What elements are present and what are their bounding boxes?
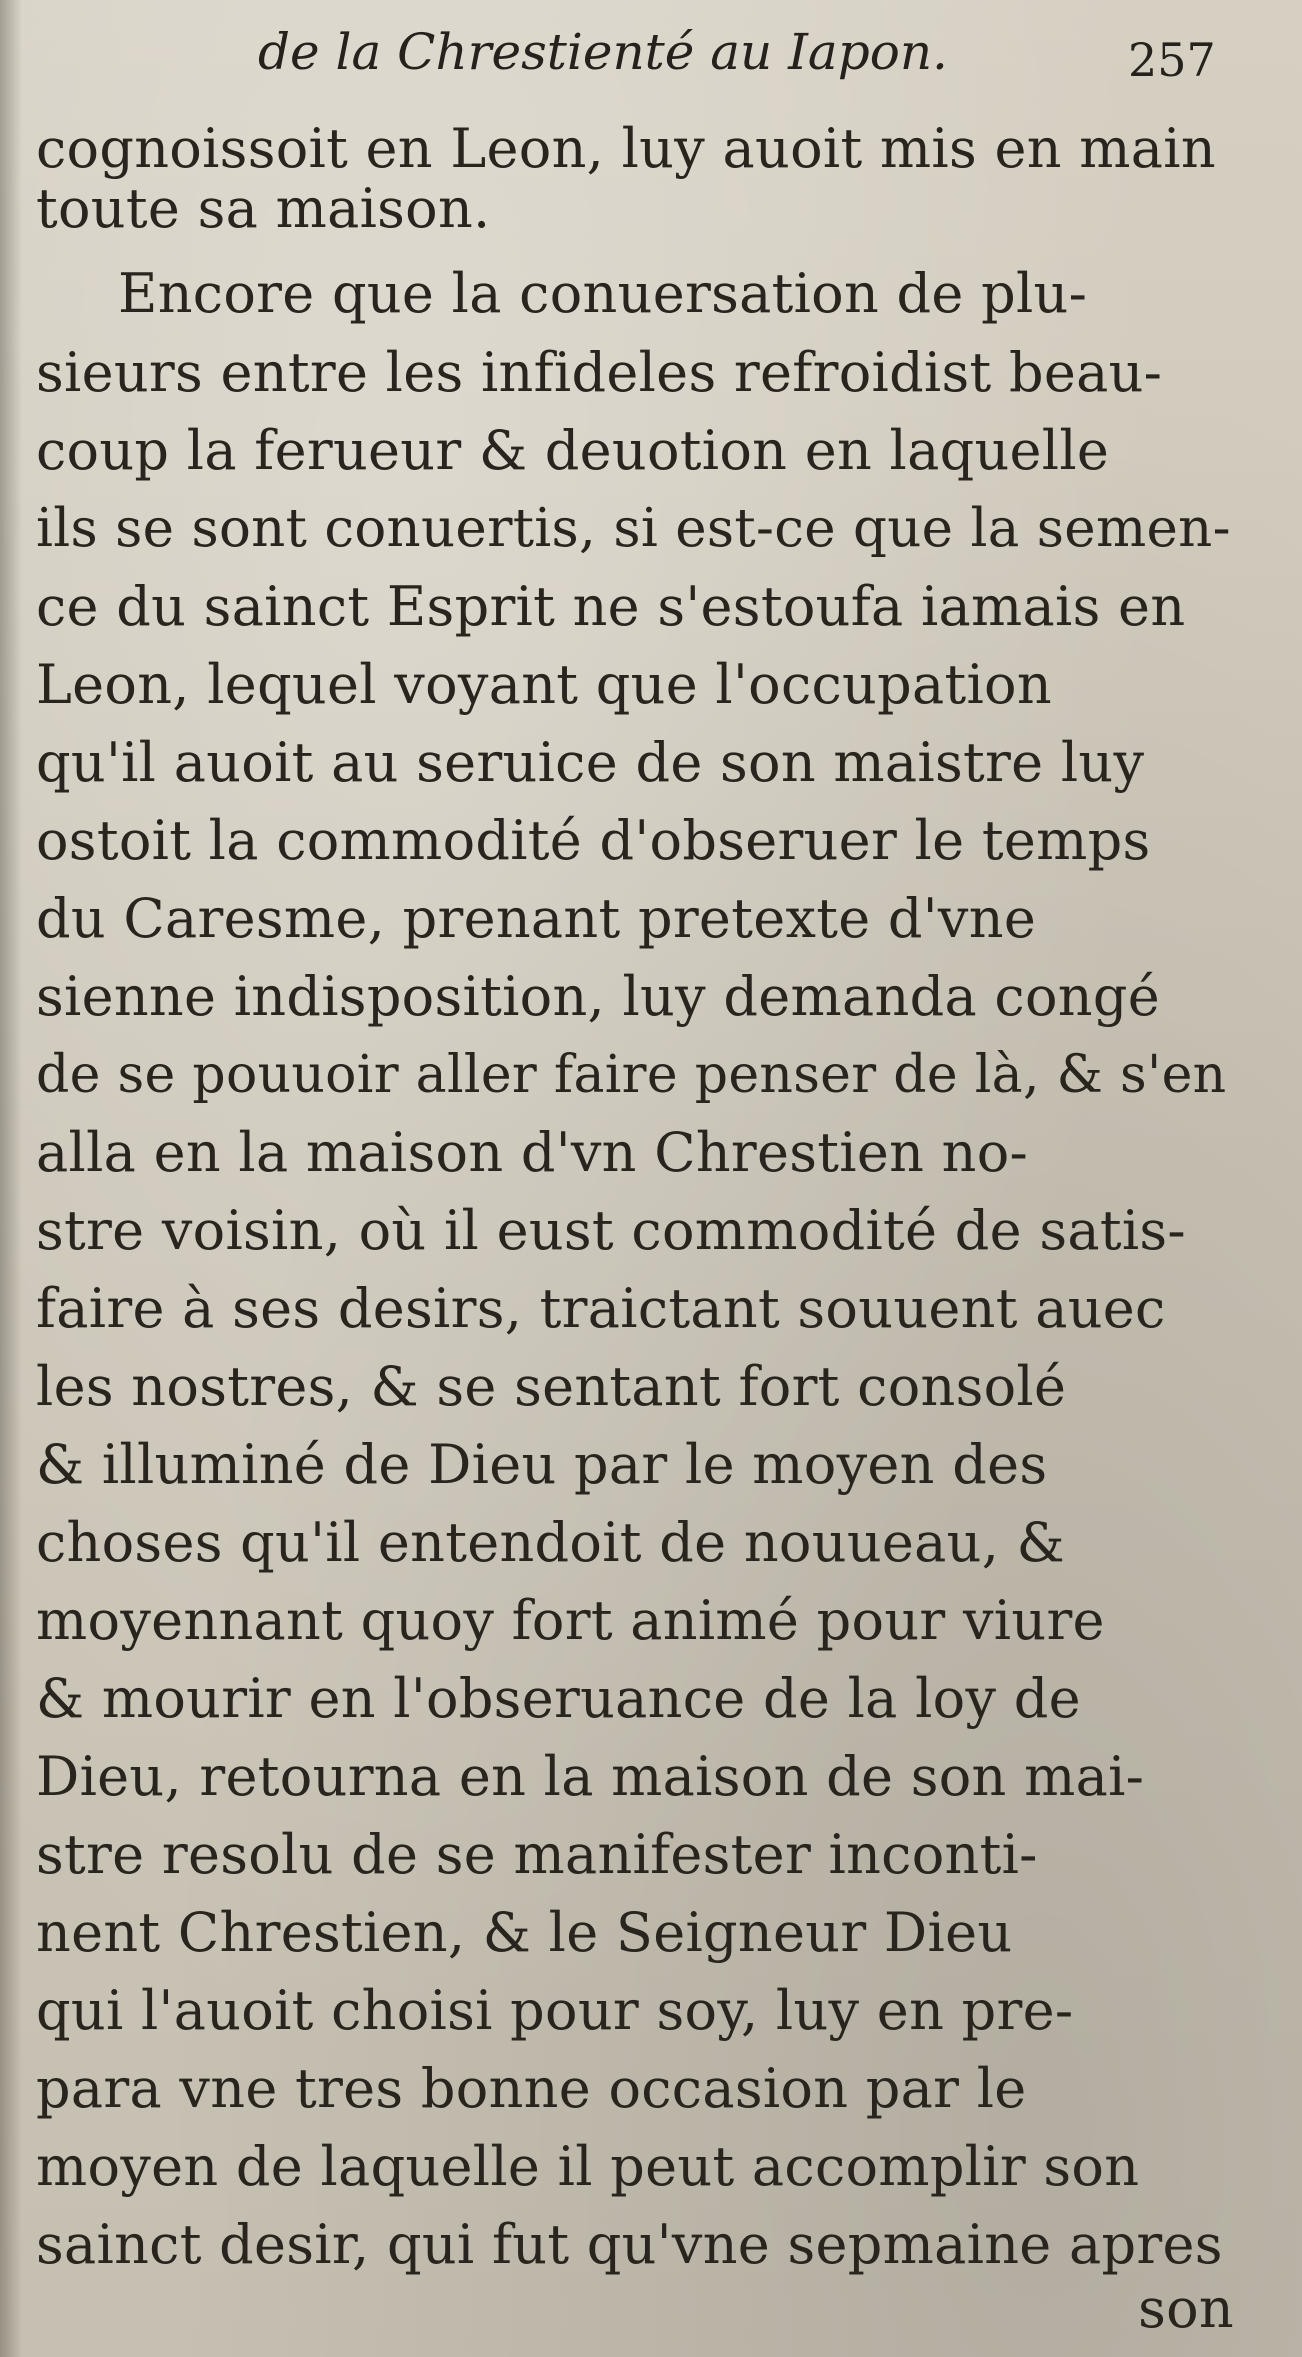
text-line: faire à ses desirs, traictant souuent auec: [36, 1277, 1166, 1340]
text-line: stre resolu de se manifester inconti-: [36, 1823, 1038, 1886]
text-line: toute sa maison.: [36, 177, 491, 240]
text-line: ostoit la commodité d'obseruer le temps: [36, 809, 1151, 872]
text-line: moyennant quoy fort animé pour viure: [36, 1589, 1105, 1652]
text-line: coup la ferueur & deuotion en laquelle: [36, 419, 1110, 482]
text-line: Leon, lequel voyant que l'occupation: [36, 653, 1052, 716]
text-line: choses qu'il entendoit de nouueau, &: [36, 1511, 1066, 1574]
text-line: qu'il auoit au seruice de son maistre luy: [36, 731, 1145, 794]
text-line: du Caresme, prenant pretexte d'vne: [36, 887, 1037, 950]
catchword: son: [1138, 2277, 1234, 2340]
text-line: ce du sainct Esprit ne s'estoufa iamais en: [36, 575, 1186, 638]
text-line: Encore que la conuersation de plu-: [118, 262, 1088, 325]
page-gutter-shadow: [0, 0, 22, 2357]
text-line: ils se sont conuertis, si est-ce que la semen-: [36, 498, 1231, 559]
text-line: alla en la maison d'vn Chrestien no-: [36, 1121, 1029, 1184]
text-line: cognoissoit en Leon, luy auoit mis en main: [36, 117, 1216, 180]
text-line: les nostres, & se sentant fort consolé: [36, 1355, 1067, 1418]
text-line: nent Chrestien, & le Seigneur Dieu: [36, 1901, 1013, 1964]
text-line: para vne tres bonne occasion par le: [36, 2057, 1027, 2120]
text-line: & mourir en l'obseruance de la loy de: [36, 1667, 1081, 1730]
running-title: de la Chrestienté au Iapon.: [258, 23, 948, 81]
text-line: moyen de laquelle il peut accomplir son: [36, 2135, 1140, 2198]
text-line: Dieu, retourna en la maison de son mai-: [36, 1745, 1145, 1808]
text-line: de se pouuoir aller faire penser de là, & s'en: [36, 1045, 1227, 1105]
text-line: sieurs entre les infideles refroidist beau-: [36, 341, 1163, 404]
text-line: stre voisin, où il eust commodité de satis-: [36, 1199, 1186, 1262]
text-line: sienne indisposition, luy demanda congé: [36, 965, 1160, 1028]
text-line: qui l'auoit choisi pour soy, luy en pre-: [36, 1979, 1074, 2042]
text-line: & illuminé de Dieu par le moyen des: [36, 1433, 1048, 1496]
text-line: sainct desir, qui fut qu'vne sepmaine apres: [36, 2213, 1223, 2276]
page-number: 257: [1128, 33, 1216, 87]
